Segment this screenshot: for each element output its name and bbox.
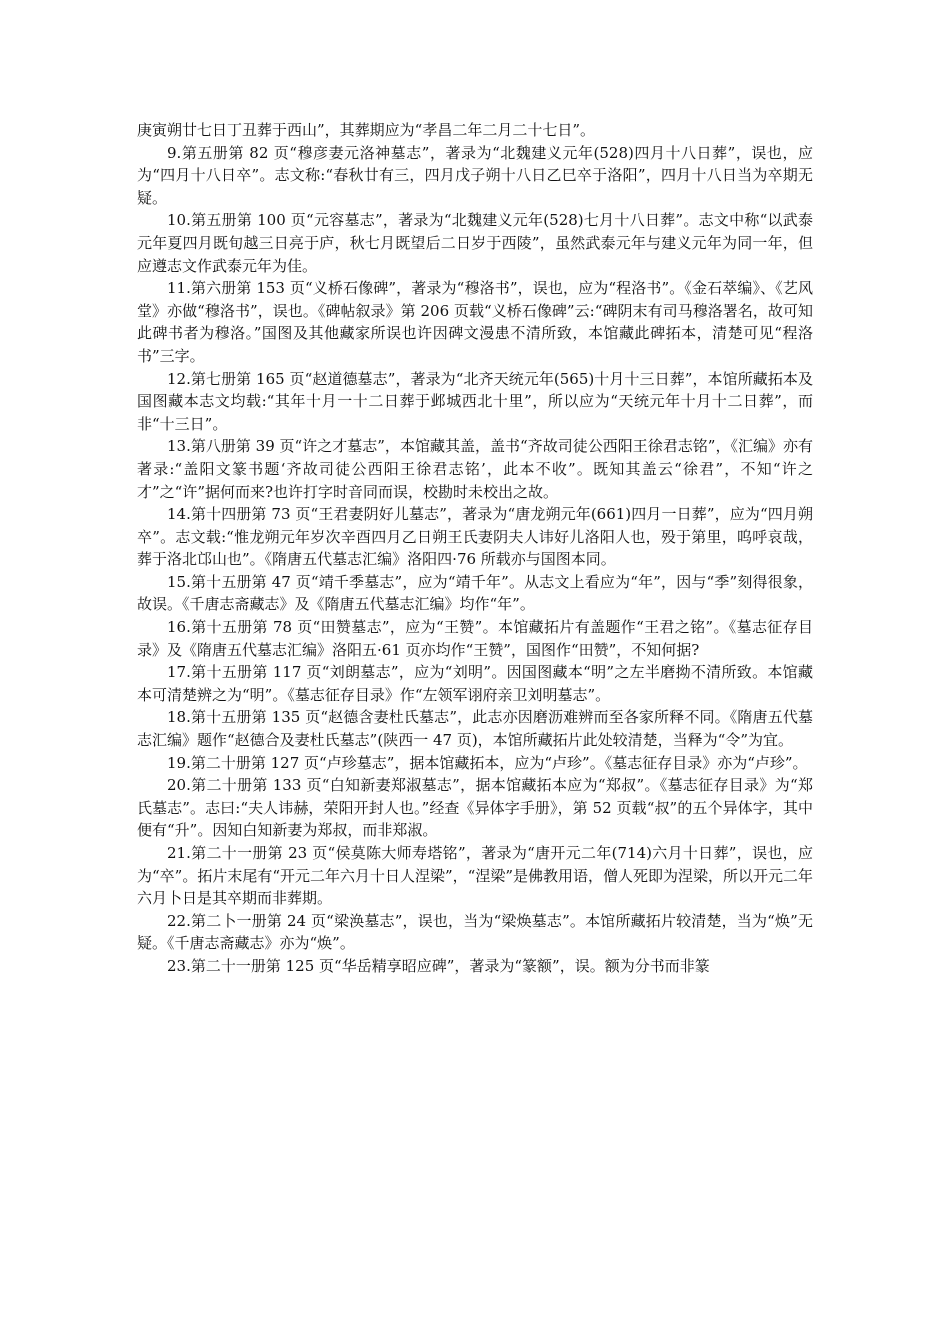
paragraph-item-16: 16.第十五册第 78 页“田赞墓志”，应为“王赞”。本馆藏拓片有盖题作“王君之铭”。《墓志征存目录》及《隋唐五代墓志汇编》洛阳五·61 页亦均作“王赞”，国图作“田赞”，不知何据?: [137, 618, 813, 659]
paragraph-item-14: 14.第十四册第 73 页“王君妻阴好儿墓志”，著录为“唐龙朔元年(661)四月一日葬”，应为“四月朔卒”。志文载:“惟龙朔元年岁次辛酉四月乙日朔王氏妻阴夫人讳好儿洛阳人也，殁于第里，呜呼哀哉，葬于洛北邙山也”。《隋唐五代墓志汇编》洛阳四·76 所载亦与国图本同。: [137, 505, 813, 569]
paragraph-item-17: 17.第十五册第 117 页“刘朗墓志”，应为“刘明”。因国图藏本“明”之左半磨拗不清所致。本馆藏本可清楚辨之为“明”。《墓志征存目录》作“左领军诩府亲卫刘明墓志”。: [137, 663, 813, 704]
paragraph-continuation: 庚寅朔廿七日丁丑葬于西山”，其葬期应为“孝昌二年二月二十七日”。: [137, 121, 596, 139]
document-page: [137, 119, 813, 978]
paragraph-item-18: 18.第十五册第 135 页“赵德含妻杜氏墓志”，此志亦因磨沥难辨而至各家所释不同。《隋唐五代墓志汇编》题作“赵德合及妻杜氏墓志”(陕西一 47 页)，本馆所藏拓片此处较清楚，当释为“令”为宜。: [137, 708, 813, 750]
paragraph-item-19: 19.第二十册第 127 页“卢珍墓志”，据本馆藏拓本，应为“卢珍”。《墓志征存目录》亦为“卢珍”。: [167, 753, 808, 772]
paragraph-item-11: 11.第六册第 153 页“义桥石像碑”，著录为“穆洛书”，误也，应为“程洛书”。《金石萃编》、《艺风堂》亦做“穆洛书”，误也。《碑帖叙录》第 206 页载“义桥石像碑”云:“碑阴末有司马穆洛署名，故可知此碑书者为穆洛。”国图及其他藏家所误也许因碑文漫患不清所致，本馆藏此碑拓本，清楚可见“程洛书”三字。: [137, 279, 813, 365]
paragraph-item-15: 15.第十五册第 47 页“靖千季墓志”，应为“靖千年”。从志文上看应为“年”，因与“季”刻得很象，故误。《千唐志斋藏志》及《隋唐五代墓志汇编》均作“年”。: [137, 572, 813, 614]
paragraph-item-13: 13.第八册第 39 页“许之才墓志”，本馆藏其盖，盖书“齐故司徒公西阳王徐君志铭”，《汇编》亦有著录:“盖阳文篆书题‘齐故司徒公西阳王徐君志铭’，此本不收”。既知其盖云“徐君”，不知“许之才”之“许”据何而来?也许打字时音同而误，校勘时未校出之故。: [137, 437, 813, 501]
paragraph-item-10: 10.第五册第 100 页“元容墓志”，著录为“北魏建义元年(528)七月十八日葬”。志文中称“以武泰元年夏四月既旬越三日亮于庐，秋七月既望后二日岁于西陵”，虽然武泰元年与建义元年为同一年，但应遵志文作武泰元年为佳。: [137, 211, 813, 275]
paragraph-item-9: 9.第五册第 82 页“穆彦妻元洛神墓志”，著录为“北魏建义元年(528)四月十八日葬”，误也，应为“四月十八日卒”。志文称:“春秋廿有三，四月戊子朔十八日乙巳卒于洛阳”，四月十八日当为卒期无疑。: [137, 143, 813, 207]
paragraph-item-22: 22.第二卜一册第 24 页“梁涣墓志”，误也，当为“梁焕墓志”。本馆所藏拓片较清楚，当为“焕”无疑。《千唐志斋藏志》亦为“焕”。: [137, 911, 813, 953]
paragraph-item-21: 21.第二十一册第 23 页“侯莫陈大师寿塔铭”，著录为“唐开元二年(714)六月十日葬”，误也，应为“卒”。拓片末尾有“开元二年六月十日人涅梁”，“涅梁”是佛教用语，僧人死即为涅梁，所以开元二年六月卜日是其卒期而非葬期。: [137, 844, 814, 908]
paragraph-item-12: 12.第七册第 165 页“赵道德墓志”，著录为“北齐天统元年(565)十月十三日葬”，本馆所藏拓本及国图藏本志文均载:“其年十月一十二日葬于邺城西北十里”，所以应为“天统元年十月十二日葬”，而非“十三日”。: [137, 369, 813, 433]
paragraph-item-23: 23.第二十一册第 125 页“华岳精享昭应碑”，著录为“篆额”，误。额为分书而非篆: [167, 956, 710, 975]
paragraph-item-20: 20.第二十册第 133 页“白知新妻郑淑墓志”，据本馆藏拓本应为“郑叔”。《墓志征存目录》为“郑氏墓志”。志曰:“夫人讳赫，荣阳开封人也。”经查《异体字手册》，第 52 页载“叔”的五个异体字，其中便有“升”。因知白知新妻为郑叔，而非郑淑。: [137, 776, 813, 840]
